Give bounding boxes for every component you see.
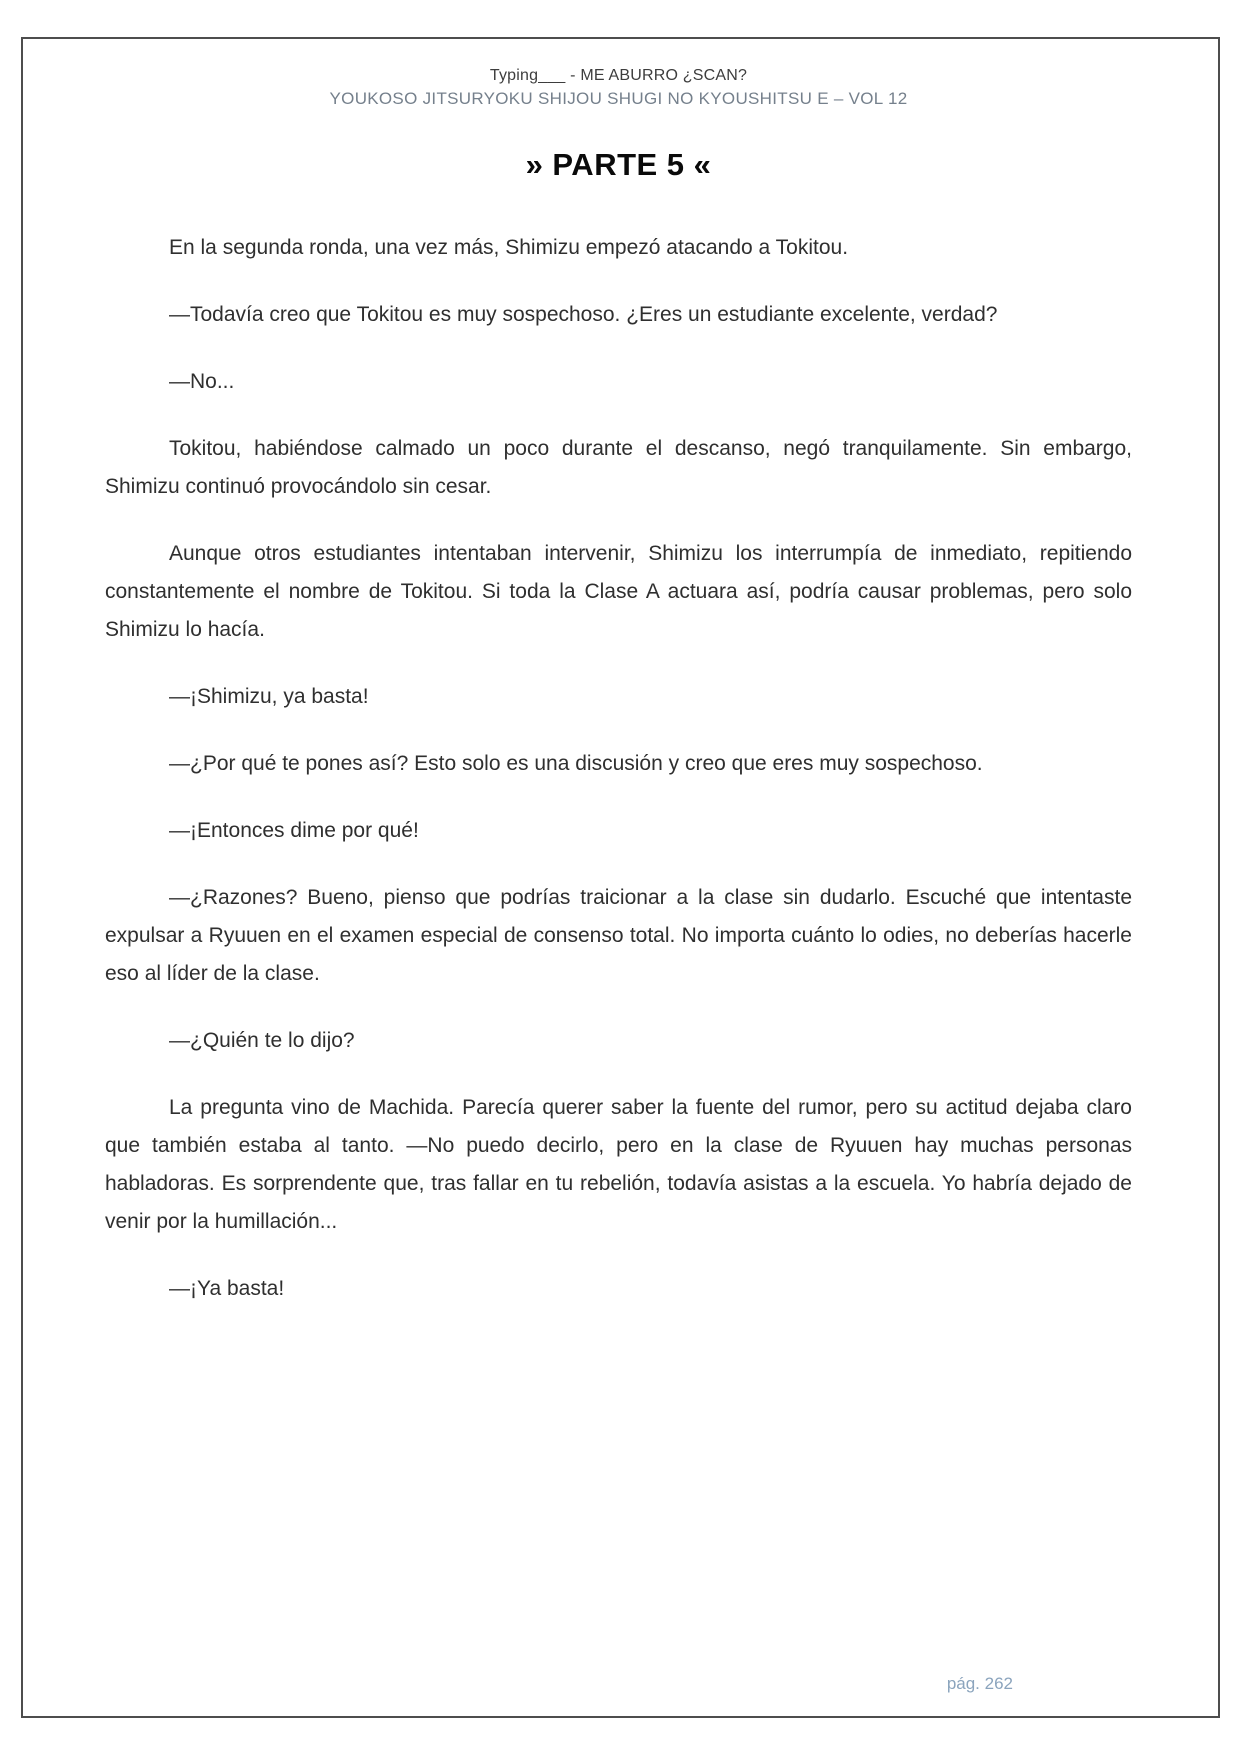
paragraph: En la segunda ronda, una vez más, Shimizu empezó atacando a Tokitou.	[169, 236, 849, 259]
header-volume-title: YOUKOSO JITSURYOKU SHIJOU SHUGI NO KYOUSHITSU E – VOL 12	[329, 89, 908, 108]
paragraph: —¡Entonces dime por qué!	[169, 819, 419, 842]
body-text	[105, 229, 1132, 1308]
document-page	[21, 37, 1220, 1718]
paragraph: —¿Quién te lo dijo?	[169, 1029, 355, 1052]
paragraph: La pregunta vino de Machida. Parecía querer saber la fuente del rumor, pero su actitud dejaba claro que también estaba al tanto. —No puedo decirlo, pero en la clase de Ryuuen hay muchas personas habladoras. Es sorprendente que, tras fallar en tu rebelión, todavía asistas a la escuela. Yo habría dejado de venir por la humillación...	[105, 1096, 1132, 1233]
page-title: » PARTE 5 «	[525, 147, 712, 182]
page-number: pág. 262	[946, 1674, 1013, 1693]
paragraph: —¡Ya basta!	[169, 1277, 285, 1300]
page-footer	[947, 1674, 1013, 1694]
paragraph: —¿Por qué te pones así? Esto solo es una discusión y creo que eres muy sospechoso.	[169, 752, 983, 775]
header-scan-credit: Typing___ - ME ABURRO ¿SCAN?	[489, 67, 748, 84]
paragraph: —Todavía creo que Tokitou es muy sospechoso. ¿Eres un estudiante excelente, verdad?	[169, 303, 998, 326]
paragraph: —No...	[169, 370, 235, 393]
paragraph: Aunque otros estudiantes intentaban intervenir, Shimizu los interrumpía de inmediato, repitiendo constantemente el nombre de Tokitou. Si toda la Clase A actuara así, podría causar problemas, pero solo Shimizu lo hacía.	[105, 542, 1132, 641]
paragraph: Tokitou, habiéndose calmado un poco durante el descanso, negó tranquilamente. Sin embargo, Shimizu continuó provocándolo sin cesar.	[105, 437, 1132, 498]
page-header	[105, 65, 1132, 111]
paragraph: —¿Razones? Bueno, pienso que podrías traicionar a la clase sin dudarlo. Escuché que intentaste expulsar a Ryuuen en el examen especial de consenso total. No importa cuánto lo odies, no deberías hacerle eso al líder de la clase.	[105, 886, 1132, 985]
paragraph: —¡Shimizu, ya basta!	[169, 685, 369, 708]
